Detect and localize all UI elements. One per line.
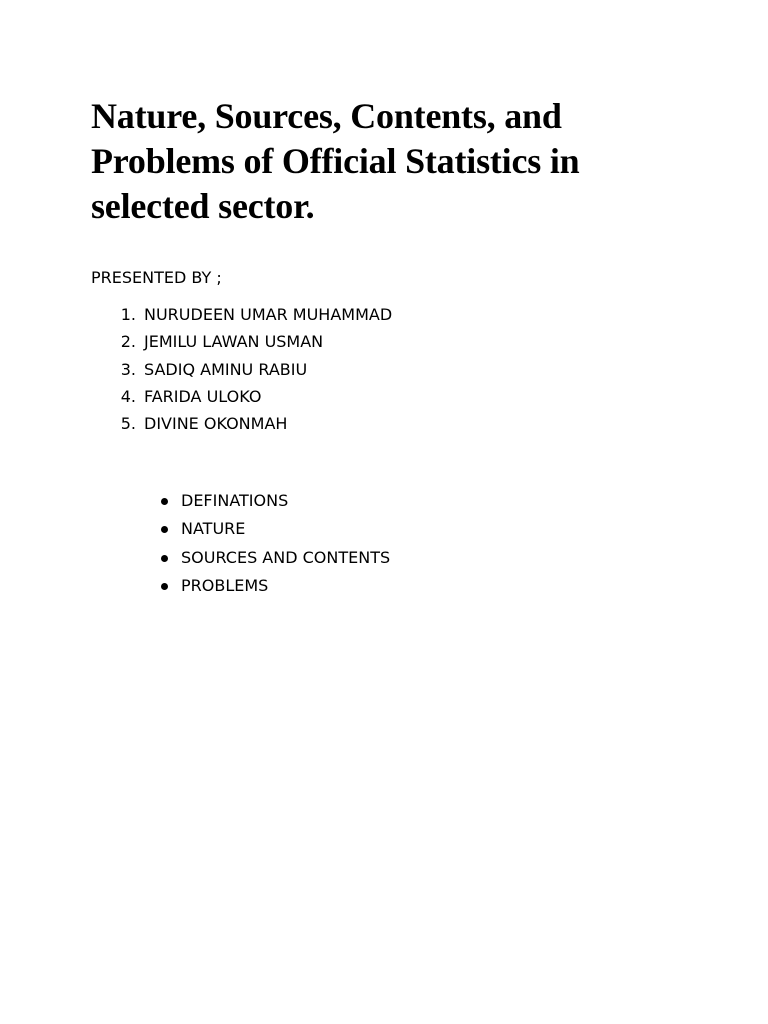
presenter-name: DIVINE OKONMAH <box>144 414 288 434</box>
bullet-icon <box>157 544 181 572</box>
presenter-number: 4. <box>120 386 136 406</box>
presenter-item <box>91 301 392 328</box>
presenter-number: 5. <box>120 414 136 434</box>
presenters-list <box>91 301 392 437</box>
bullet-icon <box>157 572 181 600</box>
topic-label: DEFINATIONS <box>181 491 289 510</box>
presenter-number: 1. <box>120 305 136 324</box>
topics-list <box>157 487 390 600</box>
bullet-icon <box>157 487 181 515</box>
bullet-icon <box>157 515 181 543</box>
topic-item <box>157 544 390 572</box>
topic-item <box>157 515 390 543</box>
topic-label: PROBLEMS <box>181 575 269 595</box>
presenter-name: SADIQ AMINU RABIU <box>144 359 308 379</box>
presenter-name: NURUDEEN UMAR MUHAMMAD <box>144 305 393 324</box>
topic-label: NATURE <box>181 519 246 539</box>
topic-label: SOURCES AND CONTENTS <box>181 547 391 567</box>
document-title: Nature, Sources, Contents, and Problems of Official Statistics in selected sector. <box>91 96 580 226</box>
topic-item <box>157 572 390 600</box>
topic-item <box>157 487 390 515</box>
presenter-item <box>91 328 392 355</box>
presented-by-label: PRESENTED BY ; <box>91 268 222 287</box>
presenter-item <box>91 383 392 410</box>
presenter-number: 3. <box>120 359 136 379</box>
presenter-item <box>91 356 392 383</box>
presenter-item <box>91 410 392 437</box>
presenter-name: JEMILU LAWAN USMAN <box>144 332 324 352</box>
presenter-name: FARIDA ULOKO <box>144 386 262 406</box>
presenter-number: 2. <box>120 332 136 352</box>
